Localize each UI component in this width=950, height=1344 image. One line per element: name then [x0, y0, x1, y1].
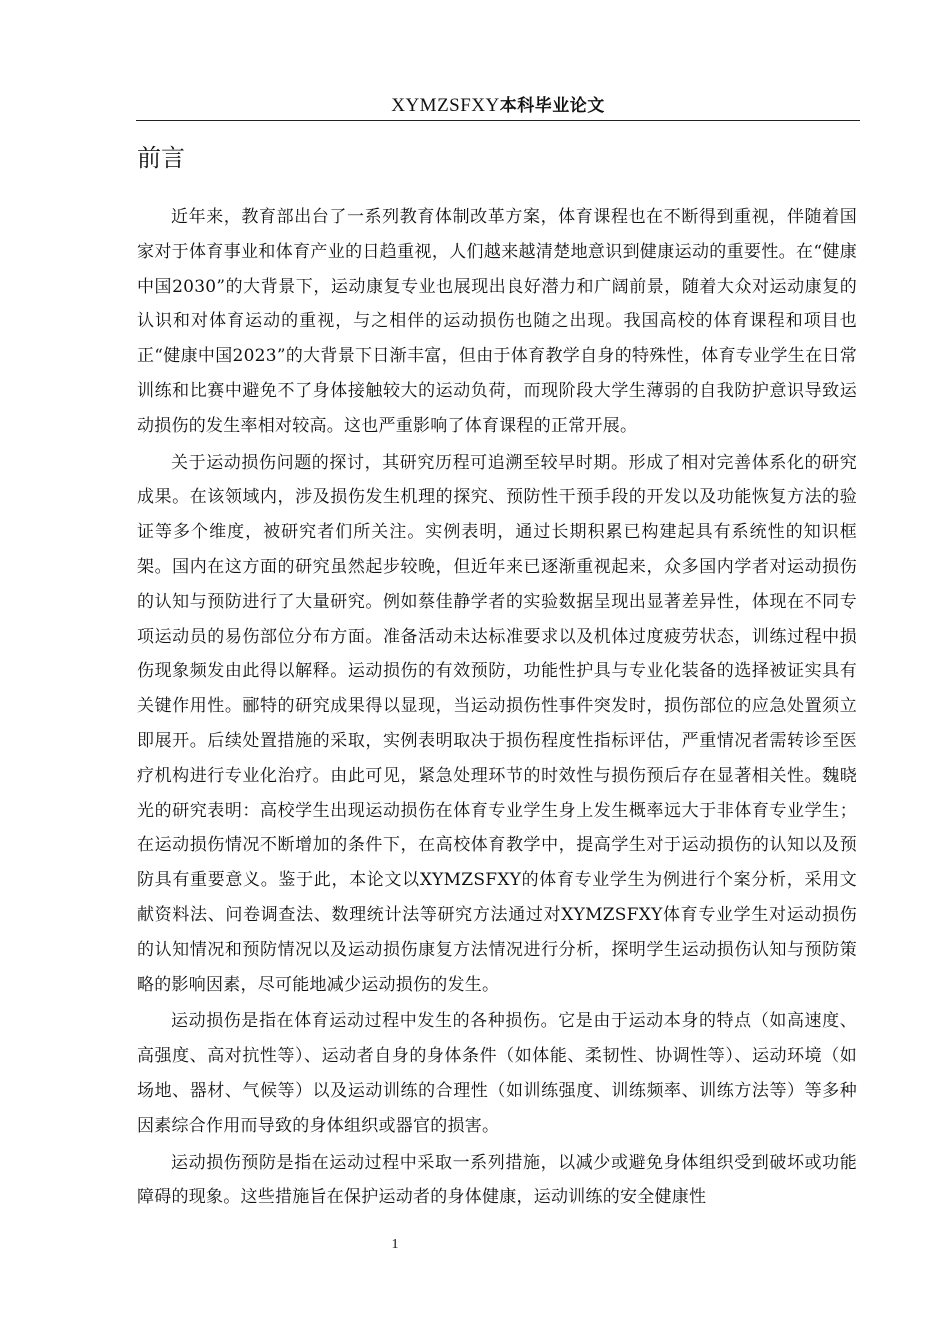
section-title: 前言	[137, 144, 185, 172]
header-school-code: XYMZSFXY	[391, 95, 500, 116]
paragraph-4: 运动损伤预防是指在运动过程中采取一系列措施，以减少或避免身体组织受到破坏或功能障碍的现象。这些措施旨在保护运动者的身体健康，运动训练的安全健康性	[137, 1152, 857, 1208]
paragraph-3: 运动损伤是指在体育运动过程中发生的各种损伤。它是由于运动本身的特点（如高速度、高强度、高对抗性等）、运动者自身的身体条件（如体能、柔韧性、协调性等）、运动环境（如场地、器材、气候等）以及运动训练的合理性（如训练强度、训练频率、训练方法等）等多种因素综合作用而导致的身体组织或器官的损害。	[137, 1011, 857, 1136]
page-number: 1	[391, 1237, 399, 1252]
running-header	[136, 92, 860, 119]
header-rule	[136, 120, 860, 121]
paragraph-2: 关于运动损伤问题的探讨，其研究历程可追溯至较早时期。形成了相对完善体系化的研究成果。在该领域内，涉及损伤发生机理的探究、预防性干预手段的开发以及功能恢复方法的验证等多个维度，被研究者们所关注。实例表明，通过长期积累已构建起具有系统性的知识框架。国内在这方面的研究虽然起步较晚，但近年来已逐渐重视起来，众多国内学者对运动损伤的认知与预防进行了大量研究。例如蔡佳静学者的实验数据呈现出显著差异性，体现在不同专项运动员的易伤部位分布方面。准备活动未达标准要求以及机体过度疲劳状态，训练过程中损伤现象频发由此得以解释。运动损伤的有效预防，功能性护具与专业化装备的选择被证实具有关键作用性。郦特的研究成果得以显现，当运动损伤性事件突发时，损伤部位的应急处置须立即展开。后续处置措施的采取，实例表明取决于损伤程度性指标评估，严重情况者需转诊至医疗机构进行专业化治疗。由此可见，紧急处理环节的时效性与损伤预后存在显著相关性。魏晓光的研究表明：高校学生出现运动损伤在体育专业学生身上发生概率远大于非体育专业学生；在运动损伤情况不断增加的条件下，在高校体育教学中，提高学生对于运动损伤的认知以及预防具有重要意义。鉴于此，本论文以XYMZSFXY的体育专业学生为例进行个案分析，采用文献资料法、问卷调查法、数理统计法等研究方法通过对XYMZSFXY体育专业学生对运动损伤的认知情况和预防情况以及运动损伤康复方法情况进行分析，探明学生运动损伤认知与预防策略的影响因素，尽可能地减少运动损伤的发生。	[137, 452, 857, 995]
body-text	[137, 200, 857, 1217]
header-thesis-title: 本科毕业论文	[499, 96, 605, 116]
paragraph-1: 近年来，教育部出台了一系列教育体制改革方案，体育课程也在不断得到重视，伴随着国家对于体育事业和体育产业的日趋重视，人们越来越清楚地意识到健康运动的重要性。在“健康中国2030”的大背景下，运动康复专业也展现出良好潜力和广阔前景，随着大众对运动康复的认识和对体育运动的重视，与之相伴的运动损伤也随之出现。我国高校的体育课程和项目也正“健康中国2023”的大背景下日渐丰富，但由于体育教学自身的特殊性，体育专业学生在日常训练和比赛中避免不了身体接触较大的运动负荷，而现阶段大学生薄弱的自我防护意识导致运动损伤的发生率相对较高。这也严重影响了体育课程的正常开展。	[137, 207, 857, 436]
